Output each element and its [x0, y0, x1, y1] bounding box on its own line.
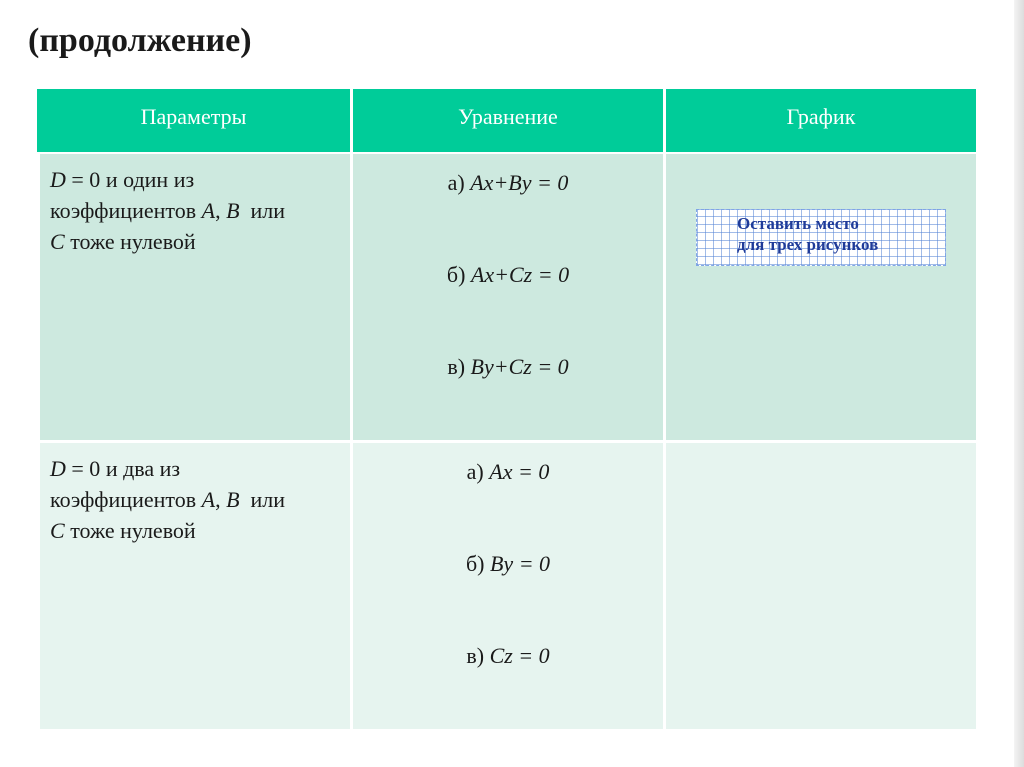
row2-equation-a: а) Ax = 0 [466, 459, 550, 484]
row1-graph [663, 152, 976, 440]
row2-equation-b: б) By = 0 [465, 551, 551, 576]
row2-parameters: D = 0 и два из коэффициентов A, B или C тоже нулевой [37, 440, 350, 729]
row2-graph [663, 440, 976, 729]
row1-equations [350, 152, 663, 440]
row2-equation-c: в) Cz = 0 [466, 643, 550, 668]
slide-right-edge [1014, 0, 1024, 767]
note-line-1: Оставить место [737, 214, 859, 233]
row2-param-text-2: коэффициентов [50, 487, 202, 512]
graph-placeholder-note [696, 209, 946, 266]
row1-param-text-2: коэффициентов [50, 198, 202, 223]
page-title: (продолжение) [28, 22, 252, 59]
header-graph: График [663, 89, 976, 152]
row1-param-text-3: тоже нулевой [64, 229, 196, 254]
row2-param-text-3: тоже нулевой [64, 518, 196, 543]
row1-equation-b: б) Ax+Cz = 0 [446, 262, 570, 287]
header-equation: Уравнение [350, 89, 663, 152]
row2-param-text-1: и два из [100, 456, 181, 481]
row1-equation-a: а) Ax+By = 0 [447, 170, 569, 195]
row1-equation-c: в) By+Cz = 0 [447, 354, 569, 379]
row2-equations [350, 440, 663, 729]
row1-param-text-1: и один из [100, 167, 195, 192]
row1-parameters: D = 0 и один из коэффициентов A, B или C тоже нулевой [37, 152, 350, 440]
parameters-table [37, 89, 976, 729]
note-line-2: для трех рисунков [737, 235, 879, 254]
header-parameters: Параметры [37, 89, 350, 152]
